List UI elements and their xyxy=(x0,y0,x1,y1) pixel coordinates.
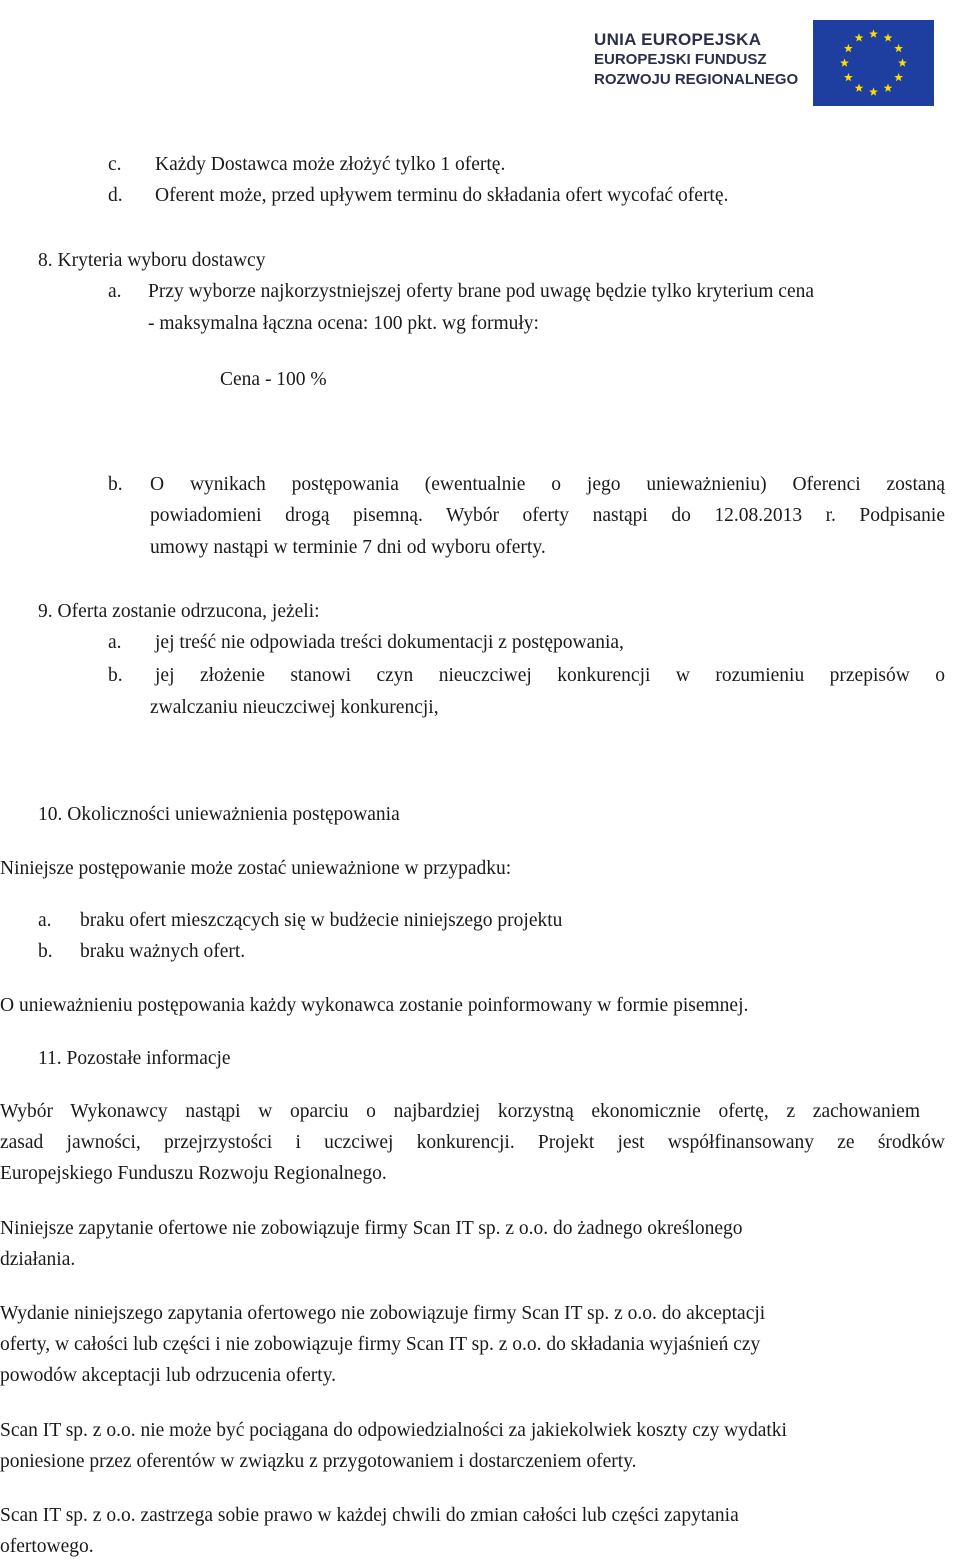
logo-line-2: EUROPEJSKI FUNDUSZ xyxy=(594,51,767,68)
s9-b-line-1: jej złożenie stanowi czyn nieuczciwej konkurencji w rozumieniu przepisów o xyxy=(155,665,945,686)
eu-star-icon xyxy=(855,33,864,41)
s10-b-label: b. xyxy=(38,941,53,962)
s11-p3-line-2: oferty, w całości lub części i nie zobowiązuje firmy Scan IT sp. z o.o. do składania wyjaśnień czy xyxy=(0,1334,761,1355)
eu-logo xyxy=(580,18,940,108)
s11-p1-line-1: Wybór Wykonawcy nastąpi w oparciu o najbardziej korzystną ekonomicznie ofertę, z zachowaniem xyxy=(0,1101,920,1122)
eu-star-icon xyxy=(840,58,849,66)
section-10-heading: 10. Okoliczności unieważnienia postępowania xyxy=(38,804,400,825)
formula: Cena - 100 % xyxy=(220,369,327,390)
s11-p4-line-2: poniesione przez oferentów w związku z przygotowaniem i dostarczeniem oferty. xyxy=(0,1451,637,1472)
logo-line-1: UNIA EUROPEJSKA xyxy=(594,30,762,49)
s8-b-label: b. xyxy=(108,474,123,495)
s10-note: O unieważnieniu postępowania każdy wykonawca zostanie poinformowany w formie pisemnej. xyxy=(0,995,749,1016)
s11-p4-line-1: Scan IT sp. z o.o. nie może być pociągana do odpowiedzialności za jakiekolwiek koszty czy wydatki xyxy=(0,1420,787,1441)
s8-a-line-1: Przy wyborze najkorzystniejszej oferty brane pod uwagę będzie tylko kryterium cena xyxy=(148,281,814,302)
s11-p3-line-1: Wydanie niniejszego zapytania ofertowego nie zobowiązuje firmy Scan IT sp. z o.o. do akceptacji xyxy=(0,1303,766,1324)
eu-star-icon xyxy=(844,73,853,81)
s10-a-label: a. xyxy=(38,910,52,931)
list-item-c-text: Każdy Dostawca może złożyć tylko 1 ofertę. xyxy=(155,154,506,175)
eu-flag-icon xyxy=(813,20,934,106)
list-item-d-label: d. xyxy=(108,185,123,206)
section-11-heading: 11. Pozostałe informacje xyxy=(38,1048,231,1069)
s11-p5-line-1: Scan IT sp. z o.o. zastrzega sobie prawo w każdej chwili do zmian całości lub części zapytania xyxy=(0,1505,739,1526)
s8-b-line-3: umowy nastąpi w terminie 7 dni od wyboru oferty. xyxy=(150,537,546,558)
eu-star-icon xyxy=(855,84,864,92)
section-8-heading: 8. Kryteria wyboru dostawcy xyxy=(38,250,266,271)
eu-star-icon xyxy=(884,33,893,41)
s11-p2-line-2: działania. xyxy=(0,1249,76,1270)
s11-p5-line-2: ofertowego. xyxy=(0,1536,94,1557)
s9-a-label: a. xyxy=(108,632,122,653)
eu-logo-text xyxy=(594,30,799,90)
eu-star-icon xyxy=(869,29,878,37)
eu-star-icon xyxy=(869,87,878,95)
s9-a-text: jej treść nie odpowiada treści dokumentacji z postępowania, xyxy=(155,632,624,653)
s10-a-text: braku ofert mieszczących się w budżecie niniejszego projektu xyxy=(80,910,563,931)
s11-p1-line-2: zasad jawności, przejrzystości i uczciwej konkurencji. Projekt jest współfinansowany ze środków xyxy=(0,1132,945,1153)
eu-star-icon xyxy=(844,44,853,52)
s9-b-line-2: zwalczaniu nieuczciwej konkurencji, xyxy=(150,697,439,718)
eu-star-icon xyxy=(898,58,907,66)
s11-p2-line-1: Niniejsze zapytanie ofertowe nie zobowiązuje firmy Scan IT sp. z o.o. do żadnego określonego xyxy=(0,1218,743,1239)
section-9-heading: 9. Oferta zostanie odrzucona, jeżeli: xyxy=(38,601,320,622)
eu-star-icon xyxy=(894,44,903,52)
eu-star-icon xyxy=(884,84,893,92)
logo-line-3: ROZWOJU REGIONALNEGO xyxy=(594,71,799,88)
s10-b-text: braku ważnych ofert. xyxy=(80,941,246,962)
s8-b-line-2: powiadomieni drogą pisemną. Wybór oferty nastąpi do 12.08.2013 r. Podpisanie xyxy=(150,505,945,526)
eu-star-icon xyxy=(894,73,903,81)
s11-p1-line-3: Europejskiego Funduszu Rozwoju Regionalnego. xyxy=(0,1163,387,1184)
s8-a-label: a. xyxy=(108,281,122,302)
list-item-d-text: Oferent może, przed upływem terminu do składania ofert wycofać ofertę. xyxy=(155,185,729,206)
s10-intro: Niniejsze postępowanie może zostać unieważnione w przypadku: xyxy=(0,858,512,879)
list-item-c-label: c. xyxy=(108,154,122,175)
s9-b-label: b. xyxy=(108,665,123,686)
s11-p3-line-3: powodów akceptacji lub odrzucenia oferty. xyxy=(0,1365,337,1386)
s8-a-line-2: - maksymalna łączna ocena: 100 pkt. wg formuły: xyxy=(148,313,539,334)
s8-b-line-1: O wynikach postępowania (ewentualnie o jego unieważnieniu) Oferenci zostaną xyxy=(150,474,945,495)
